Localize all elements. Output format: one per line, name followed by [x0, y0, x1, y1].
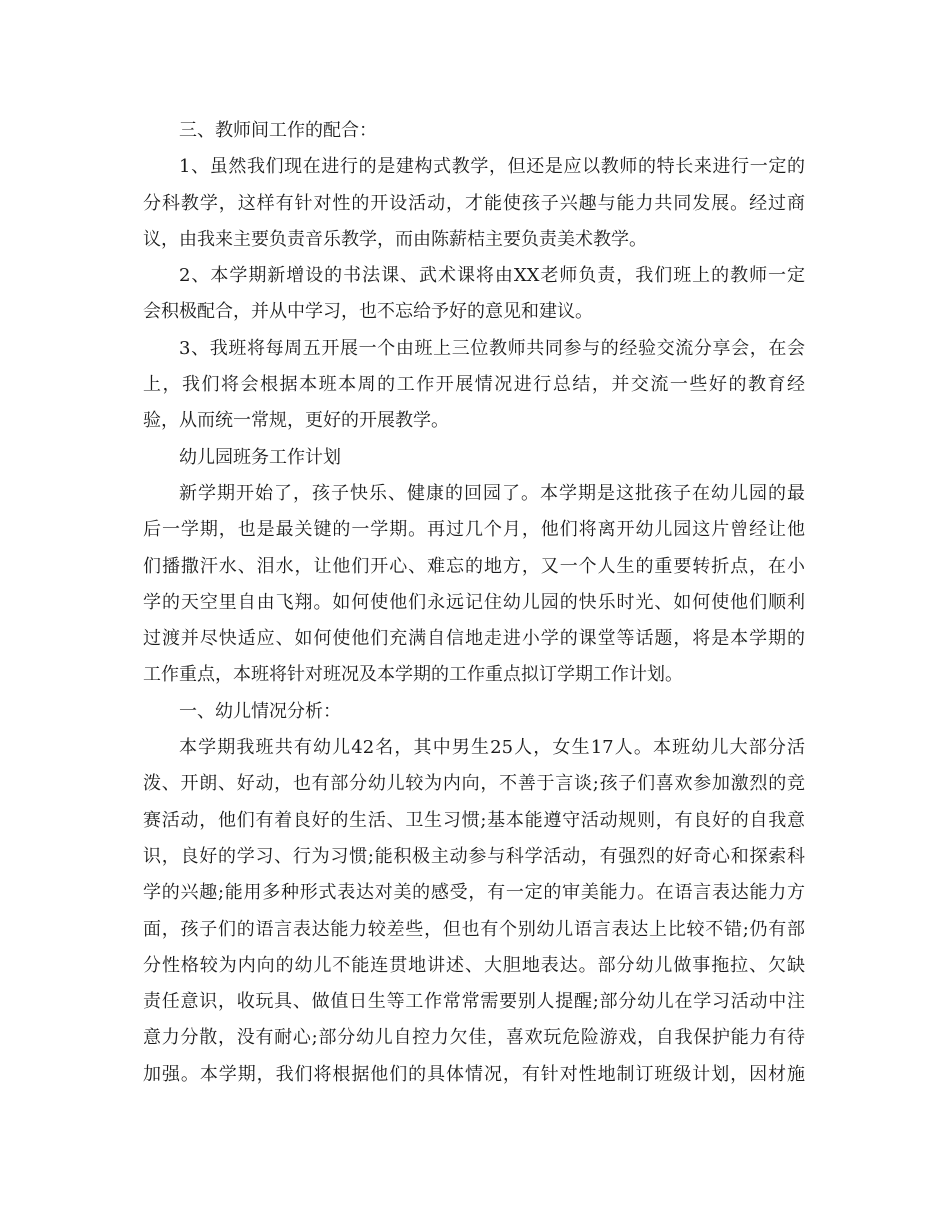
text-line: 后一学期，也是最关键的一学期。再过几个月，他们将离开幼儿园这片曾经让他 [143, 519, 805, 541]
text-line: 过渡并尽快适应、如何使他们充满自信地走进小学的课堂等话题，将是本学期的 [143, 628, 805, 650]
text-line: 意力分散，没有耐心;部分幼儿自控力欠佳，喜欢玩危险游戏，自我保护能力有待 [143, 1027, 805, 1049]
text-line: 识，良好的学习、行为习惯;能积极主动参与科学活动，有强烈的好奇心和探索科 [143, 845, 805, 867]
text-line: 3、我班将每周五开展一个由班上三位教师共同参与的经验交流分享会，在会 [179, 337, 805, 359]
text-line: 验，从而统一常规，更好的开展教学。 [143, 410, 449, 432]
document-page [143, 113, 805, 1093]
text-line: 会积极配合，并从中学习，也不忘给予好的意见和建议。 [143, 301, 593, 323]
text-line: 1、虽然我们现在进行的是建构式教学，但还是应以教师的特长来进行一定的 [179, 156, 805, 178]
text-line: 面，孩子们的语言表达能力较差些，但也有个别幼儿语言表达上比较不错;仍有部 [143, 918, 805, 940]
text-line: 新学期开始了，孩子快乐、健康的回园了。本学期是这批孩子在幼儿园的最 [179, 482, 805, 504]
text-line: 上，我们将会根据本班本周的工作开展情况进行总结，并交流一些好的教育经 [143, 374, 805, 396]
text-line: 2、本学期新增设的书法课、武术课将由XX老师负责，我们班上的教师一定 [179, 265, 805, 287]
text-line: 分性格较为内向的幼儿不能连贯地讲述、大胆地表达。部分幼儿做事拖拉、欠缺 [143, 954, 805, 976]
text-line: 学的兴趣;能用多种形式表达对美的感受，有一定的审美能力。在语言表达能力方 [143, 882, 805, 904]
text-line: 赛活动，他们有着良好的生活、卫生习惯;基本能遵守活动规则，有良好的自我意 [143, 809, 805, 831]
text-line: 泼、开朗、好动，也有部分幼儿较为内向，不善于言谈;孩子们喜欢参加激烈的竞 [143, 773, 805, 795]
text-line: 本学期我班共有幼儿42名，其中男生25人，女生17人。本班幼儿大部分活 [179, 737, 805, 759]
text-line: 议，由我来主要负责音乐教学，而由陈薪桔主要负责美术教学。 [143, 228, 647, 250]
text-line: 幼儿园班务工作计划 [179, 446, 341, 468]
text-line: 责任意识，收玩具、做值日生等工作常常需要别人提醒;部分幼儿在学习活动中注 [143, 991, 805, 1013]
text-line: 加强。本学期，我们将根据他们的具体情况，有针对性地制订班级计划，因材施 [143, 1063, 805, 1085]
text-line: 们播撒汗水、泪水，让他们开心、难忘的地方，又一个人生的重要转折点，在小 [143, 555, 805, 577]
text-line: 三、教师间工作的配合： [179, 120, 377, 141]
text-line: 分科教学，这样有针对性的开设活动，才能使孩子兴趣与能力共同发展。经过商 [143, 192, 805, 214]
text-line: 工作重点，本班将针对班况及本学期的工作重点拟订学期工作计划。 [143, 664, 683, 686]
text-line: 一、幼儿情况分析： [179, 700, 341, 722]
text-line: 学的天空里自由飞翔。如何使他们永远记住幼儿园的快乐时光、如何使他们顺利 [143, 591, 805, 613]
